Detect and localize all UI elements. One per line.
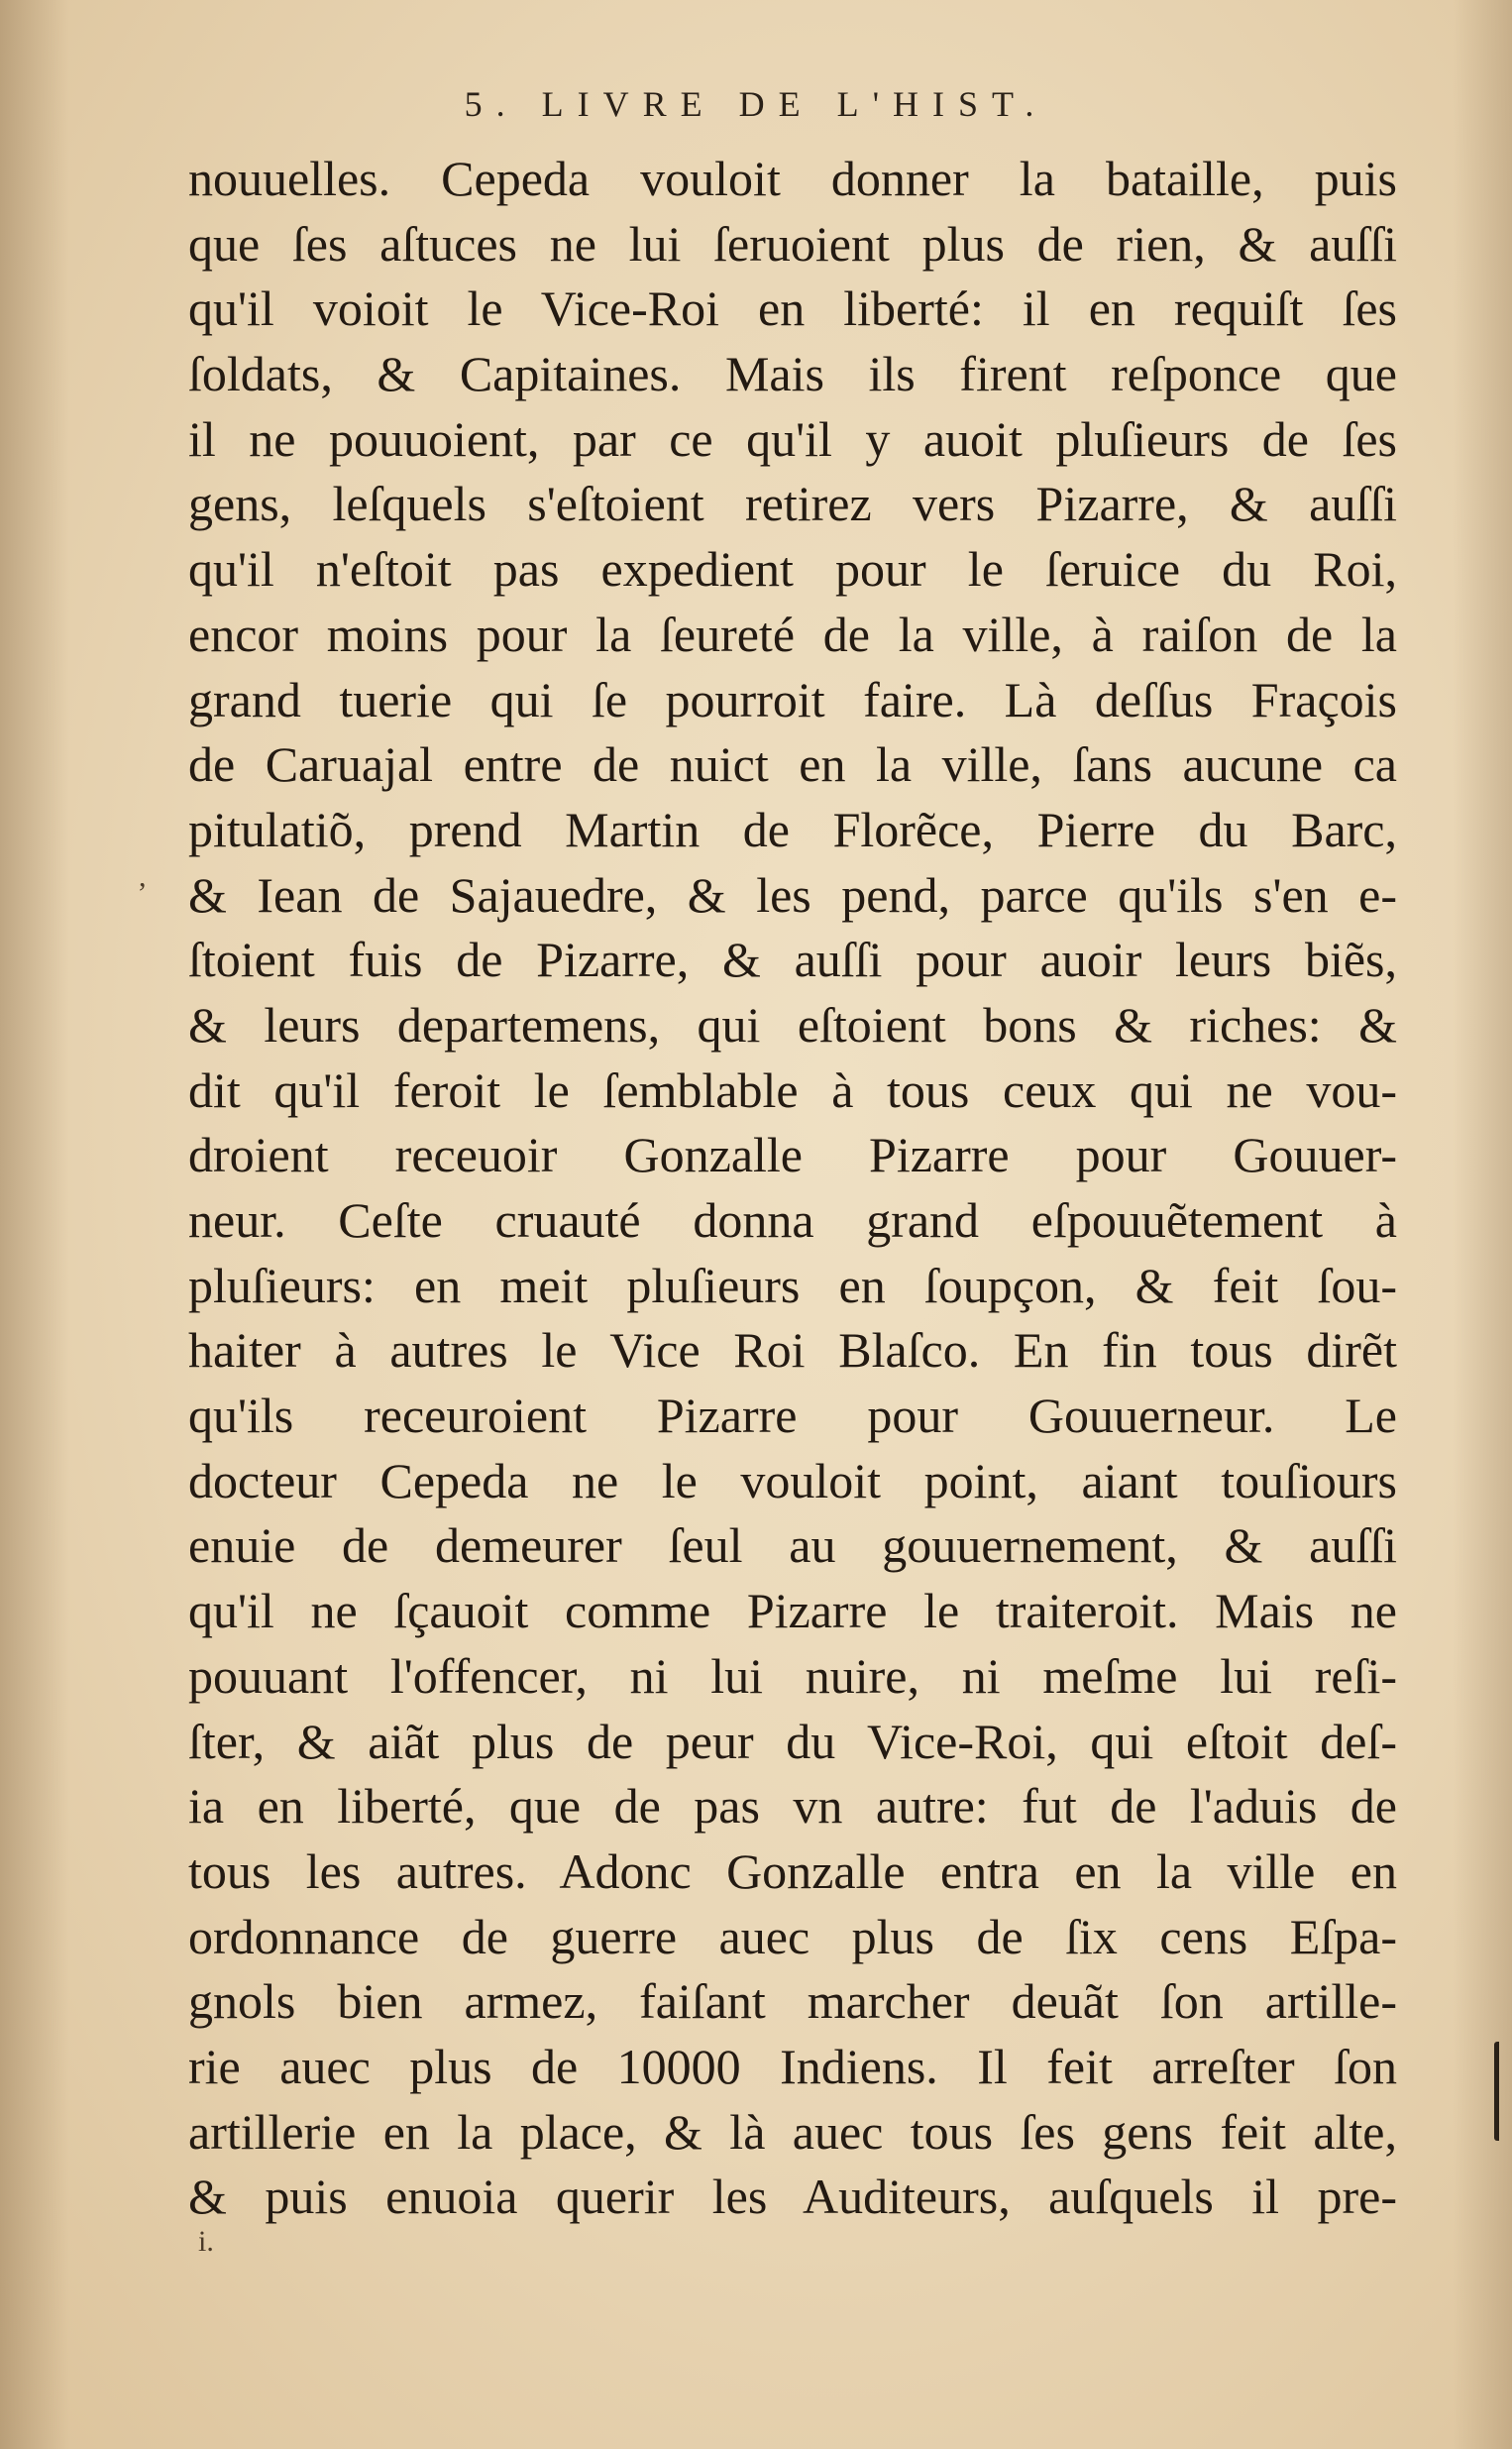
bracket-mark (1494, 2042, 1507, 2141)
text-line: neur. Ceſte cruauté donna grand eſpouuẽtement à (188, 1192, 1397, 1248)
text-line: qu'ils receuroient Pizarre pour Gouuerneur. Le (188, 1388, 1397, 1444)
text-line: droient receuoir Gonzalle Pizarre pour Gouuer- (188, 1127, 1397, 1183)
text-line: & leurs departemens, qui eſtoient bons & riches: & (188, 996, 1397, 1053)
text-line: qu'il n'eſtoit pas expedient pour le ſeruice du Roi, (188, 541, 1397, 598)
text-line: & puis enuoia querir les Auditeurs, auſquels il pre- (188, 2169, 1397, 2225)
text-line: que ſes aſtuces ne lui ſeruoient plus de rien, & auſſi (188, 215, 1397, 272)
text-line: il ne pouuoient, par ce qu'il y auoit pluſieurs de ſes (188, 410, 1397, 467)
text-line: ſoldats, & Capitaines. Mais ils firent reſponce que (188, 346, 1397, 402)
text-line: encor moins pour la ſeureté de la ville, à raiſon de la (188, 606, 1397, 662)
text-line: rie auec plus de 10000 Indiens. Il feit arreſter ſon (188, 2038, 1397, 2094)
text-line: haiter à autres le Vice Roi Blaſco. En fin tous dirẽt (188, 1322, 1397, 1379)
text-line: enuie de demeurer ſeul au gouuernement, & auſſi (188, 1517, 1397, 1574)
text-line: artillerie en la place, & là auec tous ſes gens feit alte, (188, 2103, 1397, 2160)
text-line: ordonnance de guerre auec plus de ſix cens Eſpa- (188, 1908, 1397, 1964)
text-line: pluſieurs: en meit pluſieurs en ſoupçon, & feit ſou- (188, 1257, 1397, 1313)
text-line: pitulatiõ, prend Martin de Florẽce, Pierre du Barc, (188, 801, 1397, 857)
text-line: de Caruajal entre de nuict en la ville, ſans aucune ca (188, 736, 1397, 793)
text-line: qu'il ne ſçauoit comme Pizarre le traiteroit. Mais ne (188, 1583, 1397, 1639)
text-line: tous les autres. Adonc Gonzalle entra en la ville en (188, 1842, 1397, 1899)
text-line: gens, leſquels s'eſtoient retirez vers Pizarre, & auſſi (188, 476, 1397, 532)
text-line: nouuelles. Cepeda vouloit donner la bataille, puis (188, 151, 1397, 206)
page-edge-shadow-left (0, 0, 69, 2449)
text-line: docteur Cepeda ne le vouloit point, aiant touſiours (188, 1452, 1397, 1508)
text-line: ia en liberté, que de pas vn autre: fut de l'aduis de (188, 1778, 1397, 1835)
text-line: qu'il voioit le Vice-Roi en liberté: il en requiſt ſes (188, 280, 1397, 337)
text-line: ſter, & aiãt plus de peur du Vice-Roi, qui eſtoit deſ- (188, 1713, 1397, 1769)
signature-mark: i. (198, 2225, 214, 2258)
text-line: dit qu'il feroit le ſemblable à tous ceux qui ne vou- (188, 1061, 1397, 1118)
body-text (188, 147, 1397, 2230)
text-line: ſtoient fuis de Pizarre, & auſſi pour auoir leurs biẽs, (188, 932, 1397, 988)
margin-mark: , (139, 860, 147, 893)
text-line: pouuant l'offencer, ni lui nuire, ni meſme lui reſi- (188, 1647, 1397, 1704)
text-line: & Iean de Sajauedre, & les pend, parce qu'ils s'en e- (188, 866, 1397, 923)
text-line: grand tuerie qui ſe pourroit faire. Là deſſus Fraçois (188, 671, 1397, 727)
text-line: gnols bien armez, faiſant marcher deuãt ſon artille- (188, 1973, 1397, 2030)
running-head: 5. LIVRE DE L'HIST. (464, 84, 1048, 124)
